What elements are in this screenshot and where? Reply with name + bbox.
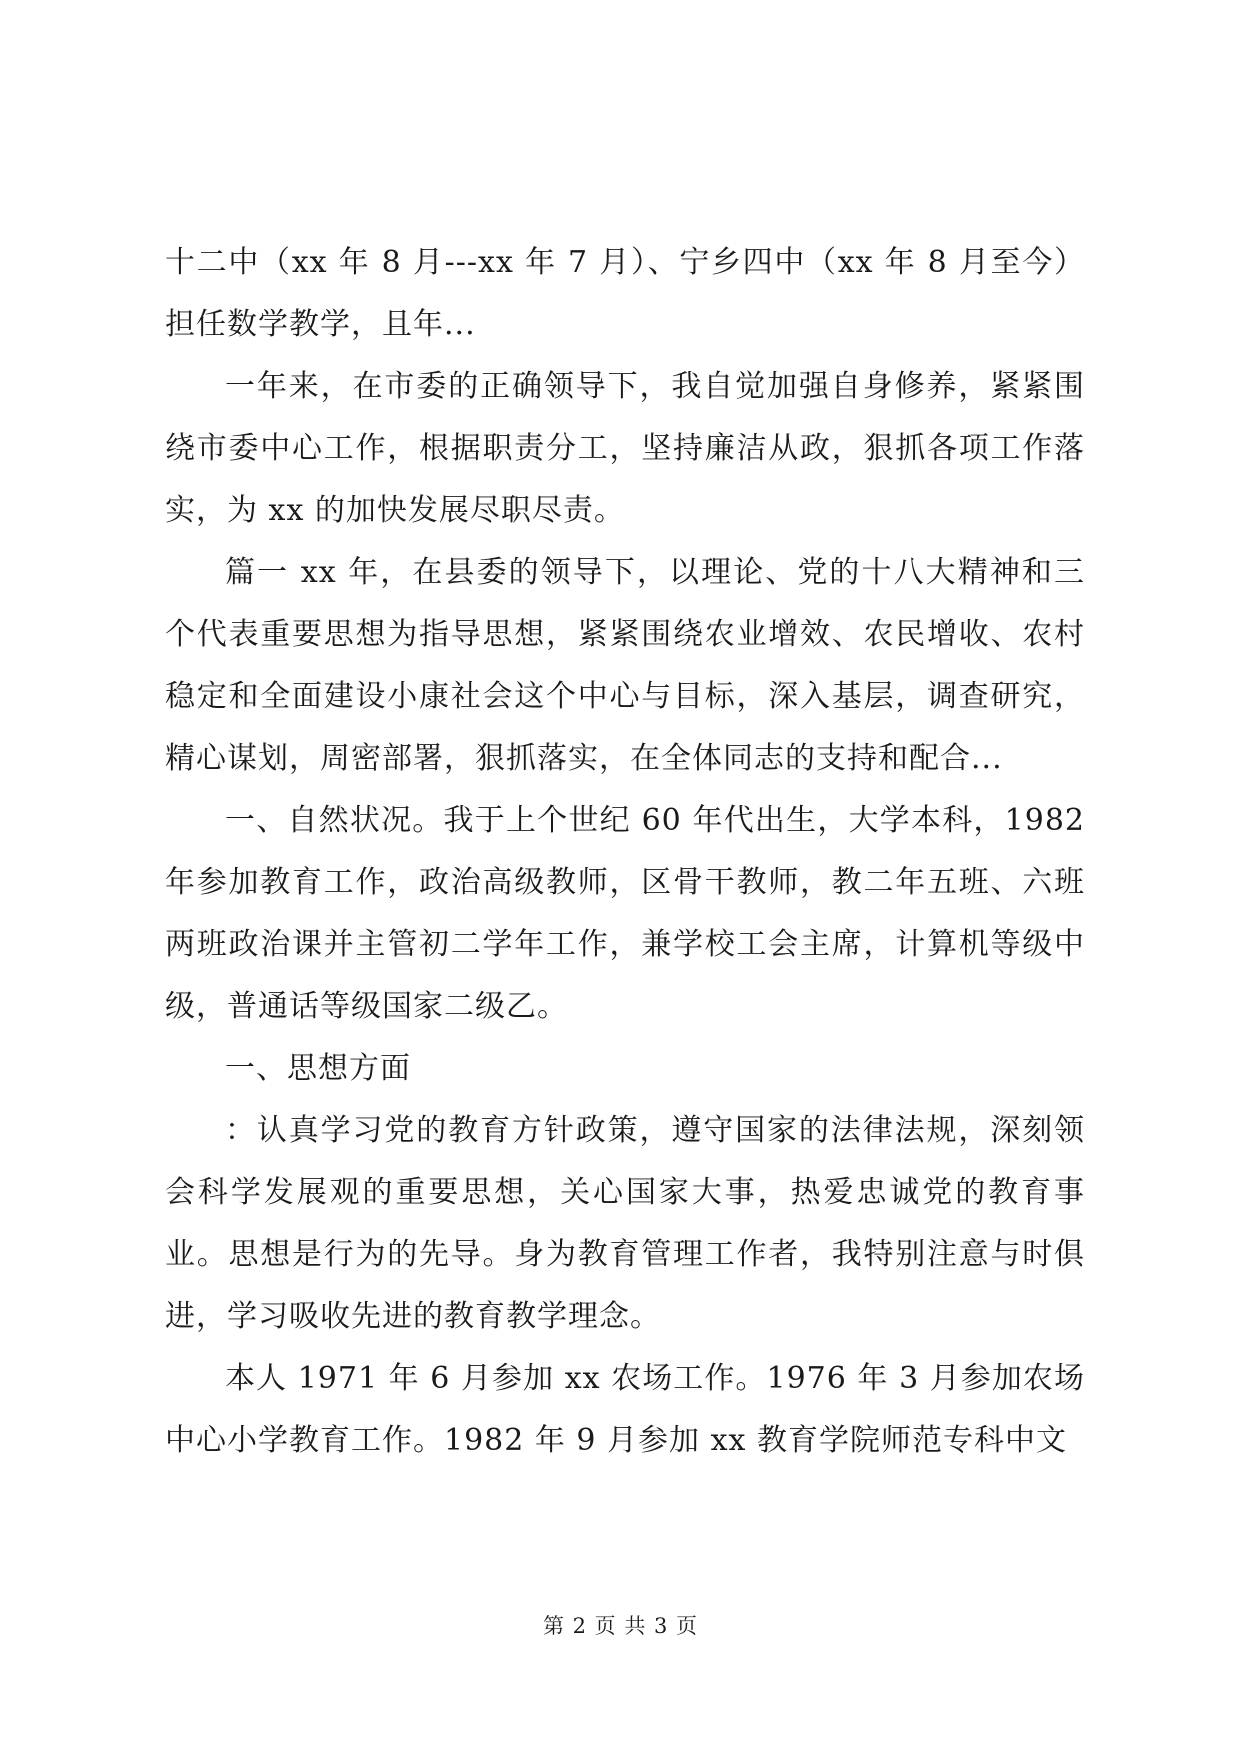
paragraph-continuation: 十二中（xx 年 8 月---xx 年 7 月）、宁乡四中（xx 年 8 月至今）担任数学教学，且年... (165, 245, 1085, 342)
paragraph: 篇一 xx 年，在县委的领导下，以理论、党的十八大精神和三个代表重要思想为指导思想，紧紧围绕农业增效、农民增收、农村稳定和全面建设小康社会这个中心与目标，深入基层，调查研究，精心谋划，周密部署，狠抓落实，在全体同志的支持和配合... (165, 555, 1085, 776)
paragraph: 一、自然状况。我于上个世纪 60 年代出生，大学本科，1982 年参加教育工作，政治高级教师，区骨干教师，教二年五班、六班两班政治课并主管初二学年工作，兼学校工会主席，计算机等级中级，普通话等级国家二级乙。 (165, 803, 1085, 1024)
section-heading: 一、思想方面 (225, 1051, 411, 1086)
paragraph: ：认真学习党的教育方针政策，遵守国家的法律法规，深刻领会科学发展观的重要思想，关心国家大事，热爱忠诚党的教育事业。思想是行为的先导。身为教育管理工作者，我特别注意与时俱进，学习吸收先进的教育教学理念。 (165, 1113, 1085, 1334)
paragraph: 本人 1971 年 6 月参加 xx 农场工作。1976 年 3 月参加农场中心小学教育工作。1982 年 9 月参加 xx 教育学院师范专科中文 (165, 1361, 1085, 1458)
page-footer (0, 1610, 1241, 1640)
paragraph: 一年来，在市委的正确领导下，我自觉加强自身修养，紧紧围绕市委中心工作，根据职责分工，坚持廉洁从政，狠抓各项工作落实，为 xx 的加快发展尽职尽责。 (165, 369, 1085, 528)
page-number: 第 2 页 共 3 页 (542, 1614, 699, 1638)
document-body (165, 232, 1085, 1472)
